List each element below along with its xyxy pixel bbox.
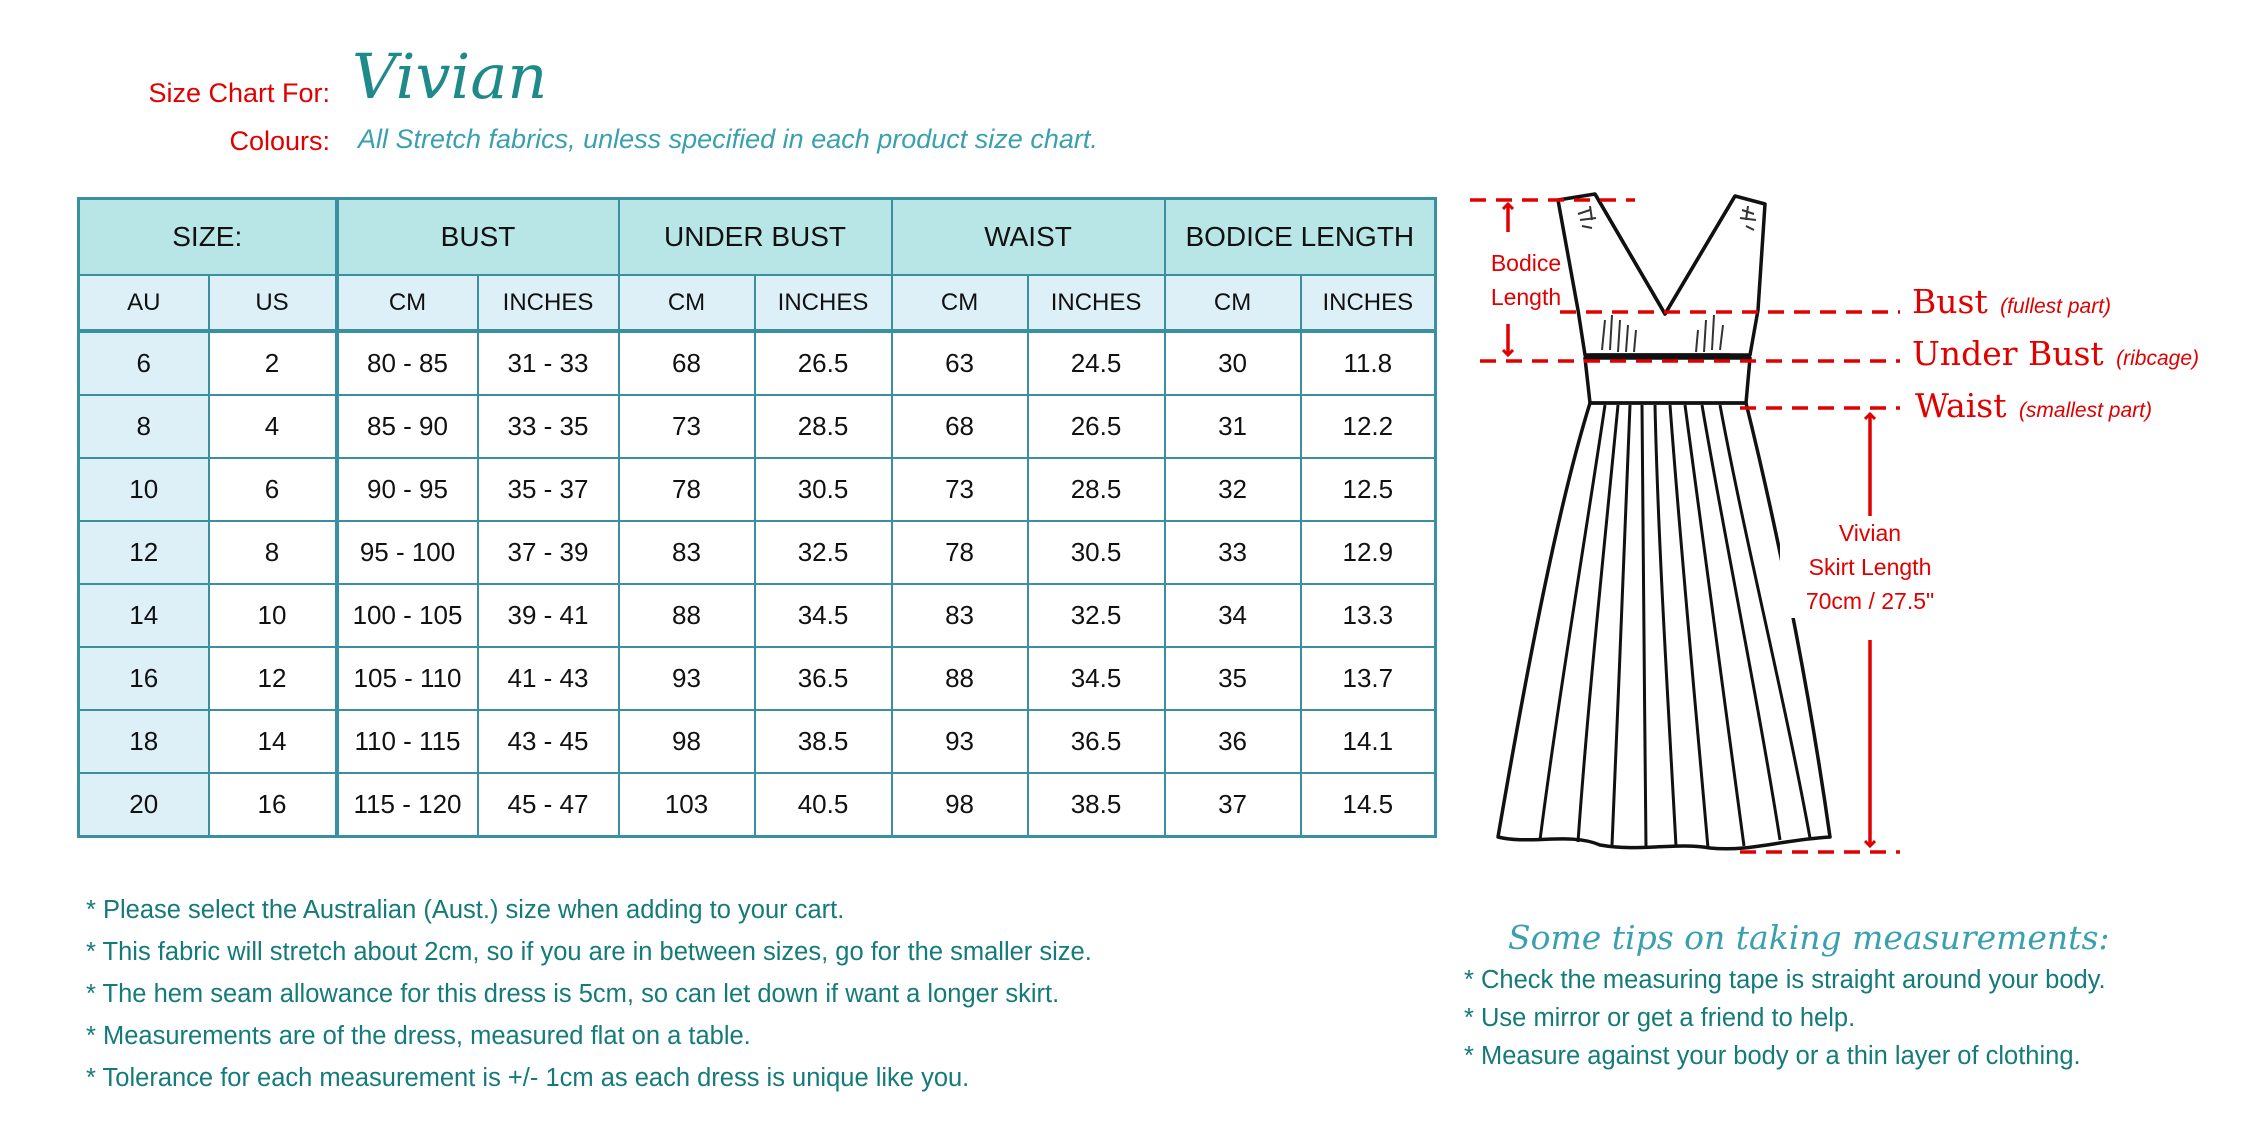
cell-bodice-inches: 14.1 [1301, 710, 1436, 773]
subheader-bust-inches: INCHES [478, 275, 619, 331]
waist-measure-label [1915, 386, 2152, 425]
subheader-waist-inches: INCHES [1028, 275, 1165, 331]
cell-waist-cm: 98 [892, 773, 1028, 837]
waist-note: (smallest part) [2018, 399, 2152, 422]
cell-us: 12 [209, 647, 337, 710]
cell-waist-inches: 38.5 [1028, 773, 1165, 837]
table-row [79, 395, 1436, 458]
cell-bodice-cm: 31 [1165, 395, 1301, 458]
skirt-length-line-1: Vivian [1838, 520, 1902, 546]
cell-au: 18 [79, 710, 209, 773]
cell-under-bust-inches: 32.5 [755, 521, 892, 584]
bodice-embellishment [1578, 206, 1756, 352]
cell-waist-cm: 88 [892, 647, 1028, 710]
cell-au: 8 [79, 395, 209, 458]
size-chart-label: Size Chart For: [148, 78, 330, 108]
cell-bust-inches: 31 - 33 [478, 331, 619, 395]
cell-under-bust-inches: 34.5 [755, 584, 892, 647]
cell-bodice-cm: 32 [1165, 458, 1301, 521]
group-header-bodice-length: BODICE LENGTH [1165, 199, 1436, 276]
cell-bust-cm: 95 - 100 [337, 521, 478, 584]
colours-value: All Stretch fabrics, unless specified in each product size chart. [358, 124, 1098, 154]
tip-1: * Check the measuring tape is straight around your body. [1464, 966, 2106, 994]
cell-waist-cm: 78 [892, 521, 1028, 584]
cell-waist-inches: 30.5 [1028, 521, 1165, 584]
cell-waist-cm: 68 [892, 395, 1028, 458]
group-header-waist: WAIST [892, 199, 1165, 276]
note-3: * The hem seam allowance for this dress is 5cm, so can let down if want a longer skirt. [86, 980, 1060, 1008]
cell-waist-inches: 32.5 [1028, 584, 1165, 647]
subheader-under-bust-cm: CM [619, 275, 755, 331]
note-1: * Please select the Australian (Aust.) size when adding to your cart. [86, 896, 845, 924]
cell-bodice-cm: 35 [1165, 647, 1301, 710]
cell-bust-cm: 90 - 95 [337, 458, 478, 521]
cell-us: 2 [209, 331, 337, 395]
product-name: Vivian [352, 40, 548, 113]
group-header-size: SIZE: [79, 199, 337, 276]
cell-us: 16 [209, 773, 337, 837]
cell-bodice-inches: 12.5 [1301, 458, 1436, 521]
bodice-length-line-1: Bodice [1490, 250, 1562, 276]
cell-au: 10 [79, 458, 209, 521]
cell-under-bust-cm: 68 [619, 331, 755, 395]
table-row [79, 710, 1436, 773]
cell-au: 6 [79, 331, 209, 395]
cell-bodice-inches: 13.7 [1301, 647, 1436, 710]
cell-bust-inches: 35 - 37 [478, 458, 619, 521]
cell-under-bust-inches: 28.5 [755, 395, 892, 458]
cell-under-bust-inches: 36.5 [755, 647, 892, 710]
cell-under-bust-inches: 38.5 [755, 710, 892, 773]
skirt-length-line-3: 70cm / 27.5" [1805, 588, 1935, 614]
waist-label: Waist [1915, 386, 2007, 425]
cell-under-bust-cm: 103 [619, 773, 755, 837]
table-subheader-row [79, 275, 1436, 331]
table-row [79, 521, 1436, 584]
colours-label: Colours: [229, 126, 330, 156]
cell-bust-cm: 85 - 90 [337, 395, 478, 458]
cell-us: 6 [209, 458, 337, 521]
cell-bust-inches: 45 - 47 [478, 773, 619, 837]
tip-3: * Measure against your body or a thin layer of clothing. [1464, 1042, 2081, 1070]
cell-waist-inches: 36.5 [1028, 710, 1165, 773]
cell-us: 4 [209, 395, 337, 458]
group-header-bust: BUST [337, 199, 619, 276]
table-row [79, 458, 1436, 521]
bodice-length-label [1466, 246, 1586, 314]
cell-bodice-cm: 30 [1165, 331, 1301, 395]
cell-waist-inches: 26.5 [1028, 395, 1165, 458]
note-4: * Measurements are of the dress, measured flat on a table. [86, 1022, 751, 1050]
note-5: * Tolerance for each measurement is +/- 1cm as each dress is unique like you. [86, 1064, 970, 1092]
table-group-header-row [79, 199, 1436, 276]
skirt-length-line-2: Skirt Length [1808, 554, 1932, 580]
bust-note: (fullest part) [2000, 295, 2112, 318]
cell-bodice-cm: 33 [1165, 521, 1301, 584]
group-header-under-bust: UNDER BUST [619, 199, 892, 276]
cell-bust-cm: 105 - 110 [337, 647, 478, 710]
cell-waist-cm: 83 [892, 584, 1028, 647]
cell-us: 8 [209, 521, 337, 584]
bust-measure-label [1912, 282, 2111, 321]
cell-bust-inches: 43 - 45 [478, 710, 619, 773]
cell-bodice-inches: 13.3 [1301, 584, 1436, 647]
cell-au: 12 [79, 521, 209, 584]
cell-bust-cm: 115 - 120 [337, 773, 478, 837]
cell-under-bust-cm: 93 [619, 647, 755, 710]
subheader-bust-cm: CM [337, 275, 478, 331]
skirt-length-label [1780, 516, 1960, 618]
cell-bust-inches: 37 - 39 [478, 521, 619, 584]
under-bust-measure-label [1912, 334, 2199, 373]
cell-bodice-inches: 14.5 [1301, 773, 1436, 837]
cell-bust-cm: 110 - 115 [337, 710, 478, 773]
cell-bodice-cm: 36 [1165, 710, 1301, 773]
table-row [79, 647, 1436, 710]
cell-under-bust-cm: 78 [619, 458, 755, 521]
cell-under-bust-inches: 30.5 [755, 458, 892, 521]
under-bust-label: Under Bust [1912, 334, 2104, 373]
subheader-bodice-cm: CM [1165, 275, 1301, 331]
cell-bodice-inches: 11.8 [1301, 331, 1436, 395]
cell-waist-cm: 63 [892, 331, 1028, 395]
subheader-under-bust-inches: INCHES [755, 275, 892, 331]
cell-waist-inches: 34.5 [1028, 647, 1165, 710]
table-row [79, 584, 1436, 647]
cell-under-bust-inches: 40.5 [755, 773, 892, 837]
subheader-us: US [209, 275, 337, 331]
subheader-waist-cm: CM [892, 275, 1028, 331]
cell-waist-cm: 73 [892, 458, 1028, 521]
cell-under-bust-cm: 98 [619, 710, 755, 773]
note-2: * This fabric will stretch about 2cm, so if you are in between sizes, go for the smaller size. [86, 938, 1092, 966]
cell-waist-inches: 28.5 [1028, 458, 1165, 521]
table-row [79, 331, 1436, 395]
tip-2: * Use mirror or get a friend to help. [1464, 1004, 1856, 1032]
subheader-bodice-inches: INCHES [1301, 275, 1436, 331]
table-row [79, 773, 1436, 837]
cell-under-bust-inches: 26.5 [755, 331, 892, 395]
cell-us: 14 [209, 710, 337, 773]
cell-bodice-inches: 12.2 [1301, 395, 1436, 458]
cell-bodice-cm: 37 [1165, 773, 1301, 837]
size-table [77, 197, 1437, 838]
bodice-length-line-2: Length [1490, 284, 1562, 310]
skirt-pleats [1540, 405, 1810, 848]
cell-bust-inches: 33 - 35 [478, 395, 619, 458]
cell-bust-inches: 41 - 43 [478, 647, 619, 710]
cell-bust-cm: 80 - 85 [337, 331, 478, 395]
cell-under-bust-cm: 83 [619, 521, 755, 584]
bust-label: Bust [1912, 282, 1988, 321]
cell-bodice-inches: 12.9 [1301, 521, 1436, 584]
cell-bust-inches: 39 - 41 [478, 584, 619, 647]
cell-us: 10 [209, 584, 337, 647]
tips-title: Some tips on taking measurements: [1508, 918, 2110, 957]
under-bust-note: (ribcage) [2116, 347, 2200, 370]
cell-au: 14 [79, 584, 209, 647]
cell-au: 16 [79, 647, 209, 710]
cell-waist-cm: 93 [892, 710, 1028, 773]
cell-au: 20 [79, 773, 209, 837]
subheader-au: AU [79, 275, 209, 331]
cell-waist-inches: 24.5 [1028, 331, 1165, 395]
cell-bust-cm: 100 - 105 [337, 584, 478, 647]
cell-under-bust-cm: 88 [619, 584, 755, 647]
cell-bodice-cm: 34 [1165, 584, 1301, 647]
cell-under-bust-cm: 73 [619, 395, 755, 458]
